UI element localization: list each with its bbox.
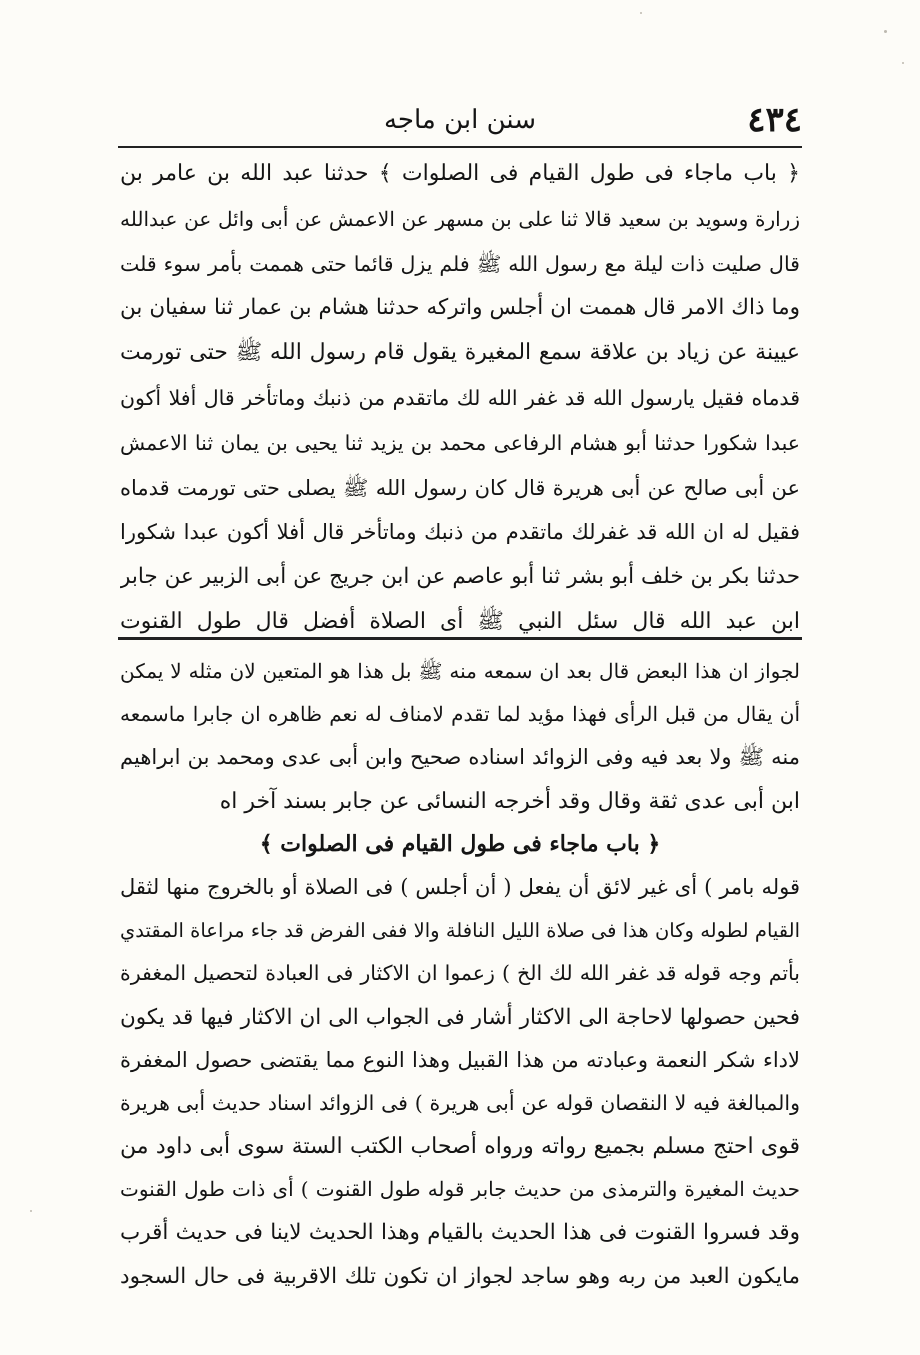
section-divider: [118, 637, 802, 640]
note-line: لجواز ان هذا البعض قال بعد ان سمعه منه ﷺ بل هذا هو المتعين لان مثله لا يمكن: [120, 659, 800, 683]
note-line: منه ﷺ ولا بعد فيه وفى الزوائد اسناده صحيح وابن أبى عدى ومحمد بن ابراهيم: [120, 745, 800, 770]
print-speck: [640, 12, 642, 14]
note-line: وقد فسروا القنوت فى هذا الحديث بالقيام وهذا الحديث لاينا فى حديث أقرب: [120, 1220, 800, 1246]
note-line: القيام لطوله وكان هذا فى صلاة الليل النافلة والا ففى الفرض قد جاء مراعاة المقتدي: [120, 919, 800, 943]
main-line: عيينة عن زياد بن علاقة سمع المغيرة يقول قام رسول الله ﷺ حتى تورمت: [120, 340, 800, 366]
main-line: وما ذاك الامر قال هممت ان أجلس واتركه حدثنا هشام بن عمار ثنا سفيان بن: [120, 295, 800, 321]
print-speck: [30, 1210, 32, 1212]
commentary-text: [120, 650, 800, 1298]
main-line: عن أبى صالح عن أبى هريرة قال كان رسول الله ﷺ يصلى حتى تورمت قدماه: [120, 475, 800, 500]
header-rule: [118, 146, 802, 148]
note-line: حديث المغيرة والترمذى من حديث جابر قوله طول القنوت ) أى ذات طول القنوت: [120, 1177, 800, 1202]
chapter-heading: ﴿ باب ماجاء فى طول القيام فى الصلوات ﴾: [259, 830, 661, 857]
main-line: ابن عبد الله قال سئل النبي ﷺ أى الصلاة أفضل قال طول القنوت: [120, 608, 800, 634]
main-line: زرارة وسويد بن سعيد قالا ثنا على بن مسهر عن الاعمش عن أبى وائل عن عبدالله: [120, 206, 800, 231]
note-line: ابن أبى عدى ثقة وقال وقد أخرجه النسائى عن جابر بسند آخر اه: [219, 788, 800, 814]
note-line: والمبالغة فيه لا النقصان قوله عن أبى هريرة ) فى الزوائد اسناد حديث أبى هريرة: [120, 1090, 800, 1115]
note-line: بأتم وجه قوله قد غفر الله لك الخ ) زعموا ان الاكثار فى العبادة لتحصيل المغفرة: [120, 961, 800, 986]
main-text: [120, 152, 800, 645]
note-line: قوله بامر ) أى غير لائق أن يفعل ( أن أجلس ) فى الصلاة أو بالخروج منها لثقل: [120, 874, 800, 899]
main-line: فقيل له ان الله قد غفرلك ماتقدم من ذنبك وماتأخر قال أفلا أكون عبدا شكورا: [120, 520, 800, 545]
main-line: عبدا شكورا حدثنا أبو هشام الرفاعى محمد بن يزيد ثنا يحيى بن يمان ثنا الاعمش: [120, 430, 800, 455]
main-line: حدثنا بكر بن خلف أبو بشر ثنا أبو عاصم عن ابن جريج عن أبى الزبير عن جابر: [120, 564, 800, 590]
print-speck: [884, 30, 887, 33]
page-number: ٤٣٤: [747, 100, 802, 140]
print-speck: [902, 62, 904, 64]
note-line: أن يقال من قبل الرأى فهذا مؤيد لما تقدم لامناف له نعم ظاهره ان جابرا ماسمعه: [120, 702, 800, 727]
main-line: قال صليت ذات ليلة مع رسول الله ﷺ فلم يزل قائما حتى هممت بأمر سوء قلت: [120, 251, 800, 276]
note-line: مايكون العبد من ربه وهو ساجد لجواز ان تكون تلك الاقربية فى حال السجود: [120, 1263, 800, 1289]
note-line: لاداء شكر النعمة وعبادته من هذا القبيل وهذا النوع مما يقتضى حصول المغفرة: [120, 1047, 800, 1072]
main-line: ﴿ باب ماجاء فى طول القيام فى الصلوات ﴾ حدثنا عبد الله بن عامر بن: [120, 161, 800, 186]
note-line: فحين حصولها لاحاجة الى الاكثار أشار فى الجواب الى ان الاكثار فيها قد يكون: [120, 1004, 800, 1030]
running-title: سنن ابن ماجه: [383, 105, 537, 135]
note-line: قوى احتج مسلم بجميع رواته ورواه أصحاب الكتب الستة سوى أبى داود من: [120, 1134, 800, 1160]
main-line: قدماه فقيل يارسول الله قد غفر الله لك ماتقدم من ذنبك وماتأخر قال أفلا أكون: [120, 385, 800, 410]
page-header: [118, 98, 802, 142]
